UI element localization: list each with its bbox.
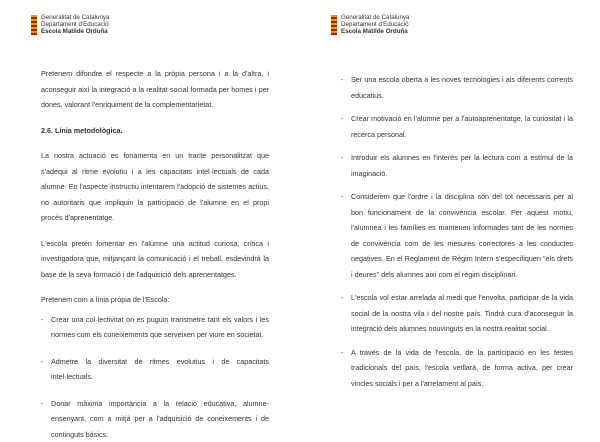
paragraph-2: L'escola pretén fomentar en l'alumne una actitud curiosa, crítica i investigadora que, mitjançant la comunicació i el treball, esdevindrà la base de la seva formació i de l'adquisició dels aprenentatges. xyxy=(41,236,269,283)
bullet-dash: - xyxy=(341,345,343,361)
intro-paragraph: Pretenem difondre el respecte a la pròpia persona i a la d'altra, i aconseguir així la integració a la realitat social formada per homes i per dones, valorant l'enriquiment de la complementarietat. xyxy=(41,66,269,113)
bullet-dash: - xyxy=(341,290,343,306)
list-item: - L'escola vol estar arrelada al medi que l'envolta, participar de la vida social de la nostra vila i del nostre país. Tindrà cura d'aconseguir la integració dels alumnes nouvinguts en la nostra realitat social. xyxy=(341,290,573,337)
right-bullet-list xyxy=(341,72,573,391)
section-title: 2.6. Línia metodològica. xyxy=(41,123,269,139)
header-line-1: Generalitat de Catalunya xyxy=(341,14,409,21)
bullet-dash: - xyxy=(41,396,43,412)
list-item: - Donar màxima importància a la relació educativa, alumne-ensenyant, com a mitjà per a l'adquisició de coneixements i de continguts bàsics. xyxy=(41,396,269,442)
left-bullet-list xyxy=(41,312,269,442)
header-school: Escola Matilde Orduña xyxy=(41,28,109,35)
bullet-dash: - xyxy=(41,354,43,370)
header-line-2: Departament d'Educació xyxy=(341,21,409,28)
generalitat-logo-icon xyxy=(31,15,37,35)
page-header xyxy=(331,14,409,35)
bullet-dash: - xyxy=(341,150,343,166)
left-body xyxy=(41,66,269,442)
bullet-dash: - xyxy=(341,111,343,127)
header-school: Escola Matilde Orduña xyxy=(341,28,409,35)
list-item: - Crear una col·lectivitat on es puguin transmetre tant els valors i les normes com els coneixements que serveixen per viure en societat. xyxy=(41,312,269,343)
bullet-dash: - xyxy=(341,72,343,88)
list-item: - Introduir els alumnes en l'interès per la lectura com a estímul de la imaginació. xyxy=(341,150,573,181)
header-line-2: Departament d'Educació xyxy=(41,21,109,28)
list-item: - Considerem que l'ordre i la disciplina són del tot necessaris per al bon funcionament de la convivència escolar. Per aquest motiu, l'alumnea i les famílies es mantenen informades tant de les normes de convivència com de les mesures correctores a les conductes negatives. En el Reglament de Règim Intern s'especifiquen "els drets i deures" dels alumnes així com el règim disciplinari. xyxy=(341,189,573,282)
right-body xyxy=(341,72,573,391)
bullet-dash: - xyxy=(41,312,43,328)
paragraph-1: La nostra actuació es fonamenta en un tracte personalitzat que s'adequi al ritme evolutiu i a les capacitats intel·lectuals de cada alumne. En l'aspecte instructiu intentarem l'adopció de sistemes actius, no autoritaris que impliquin la participació de l'alumne en el propi procés d'aprenentatge. xyxy=(41,148,269,226)
page-header xyxy=(31,14,109,35)
list-item: - Ser una escola oberta a les noves tecnologies i als diferents corrents educatius. xyxy=(341,72,573,103)
list-item: - Admetre la diversitat de ritmes evolutius i de capacitats intel·lectuals. xyxy=(41,354,269,385)
generalitat-logo-icon xyxy=(331,15,337,35)
header-line-1: Generalitat de Catalunya xyxy=(41,14,109,21)
bullet-dash: - xyxy=(341,189,343,205)
list-item: - A través de la vida de l'escola, de la participació en les festes tradicionals del país, l'escola vetllarà, de forma activa, per crear vincles socials i per a l'arrelament al país. xyxy=(341,345,573,392)
paragraph-3: Pretenem com a línia pròpia de l'Escola: xyxy=(41,292,269,308)
left-page xyxy=(0,0,300,424)
list-item: - Crear motivació en l'alumne per a l'autoaprenentatge, la curiositat i la recerca personal. xyxy=(341,111,573,142)
